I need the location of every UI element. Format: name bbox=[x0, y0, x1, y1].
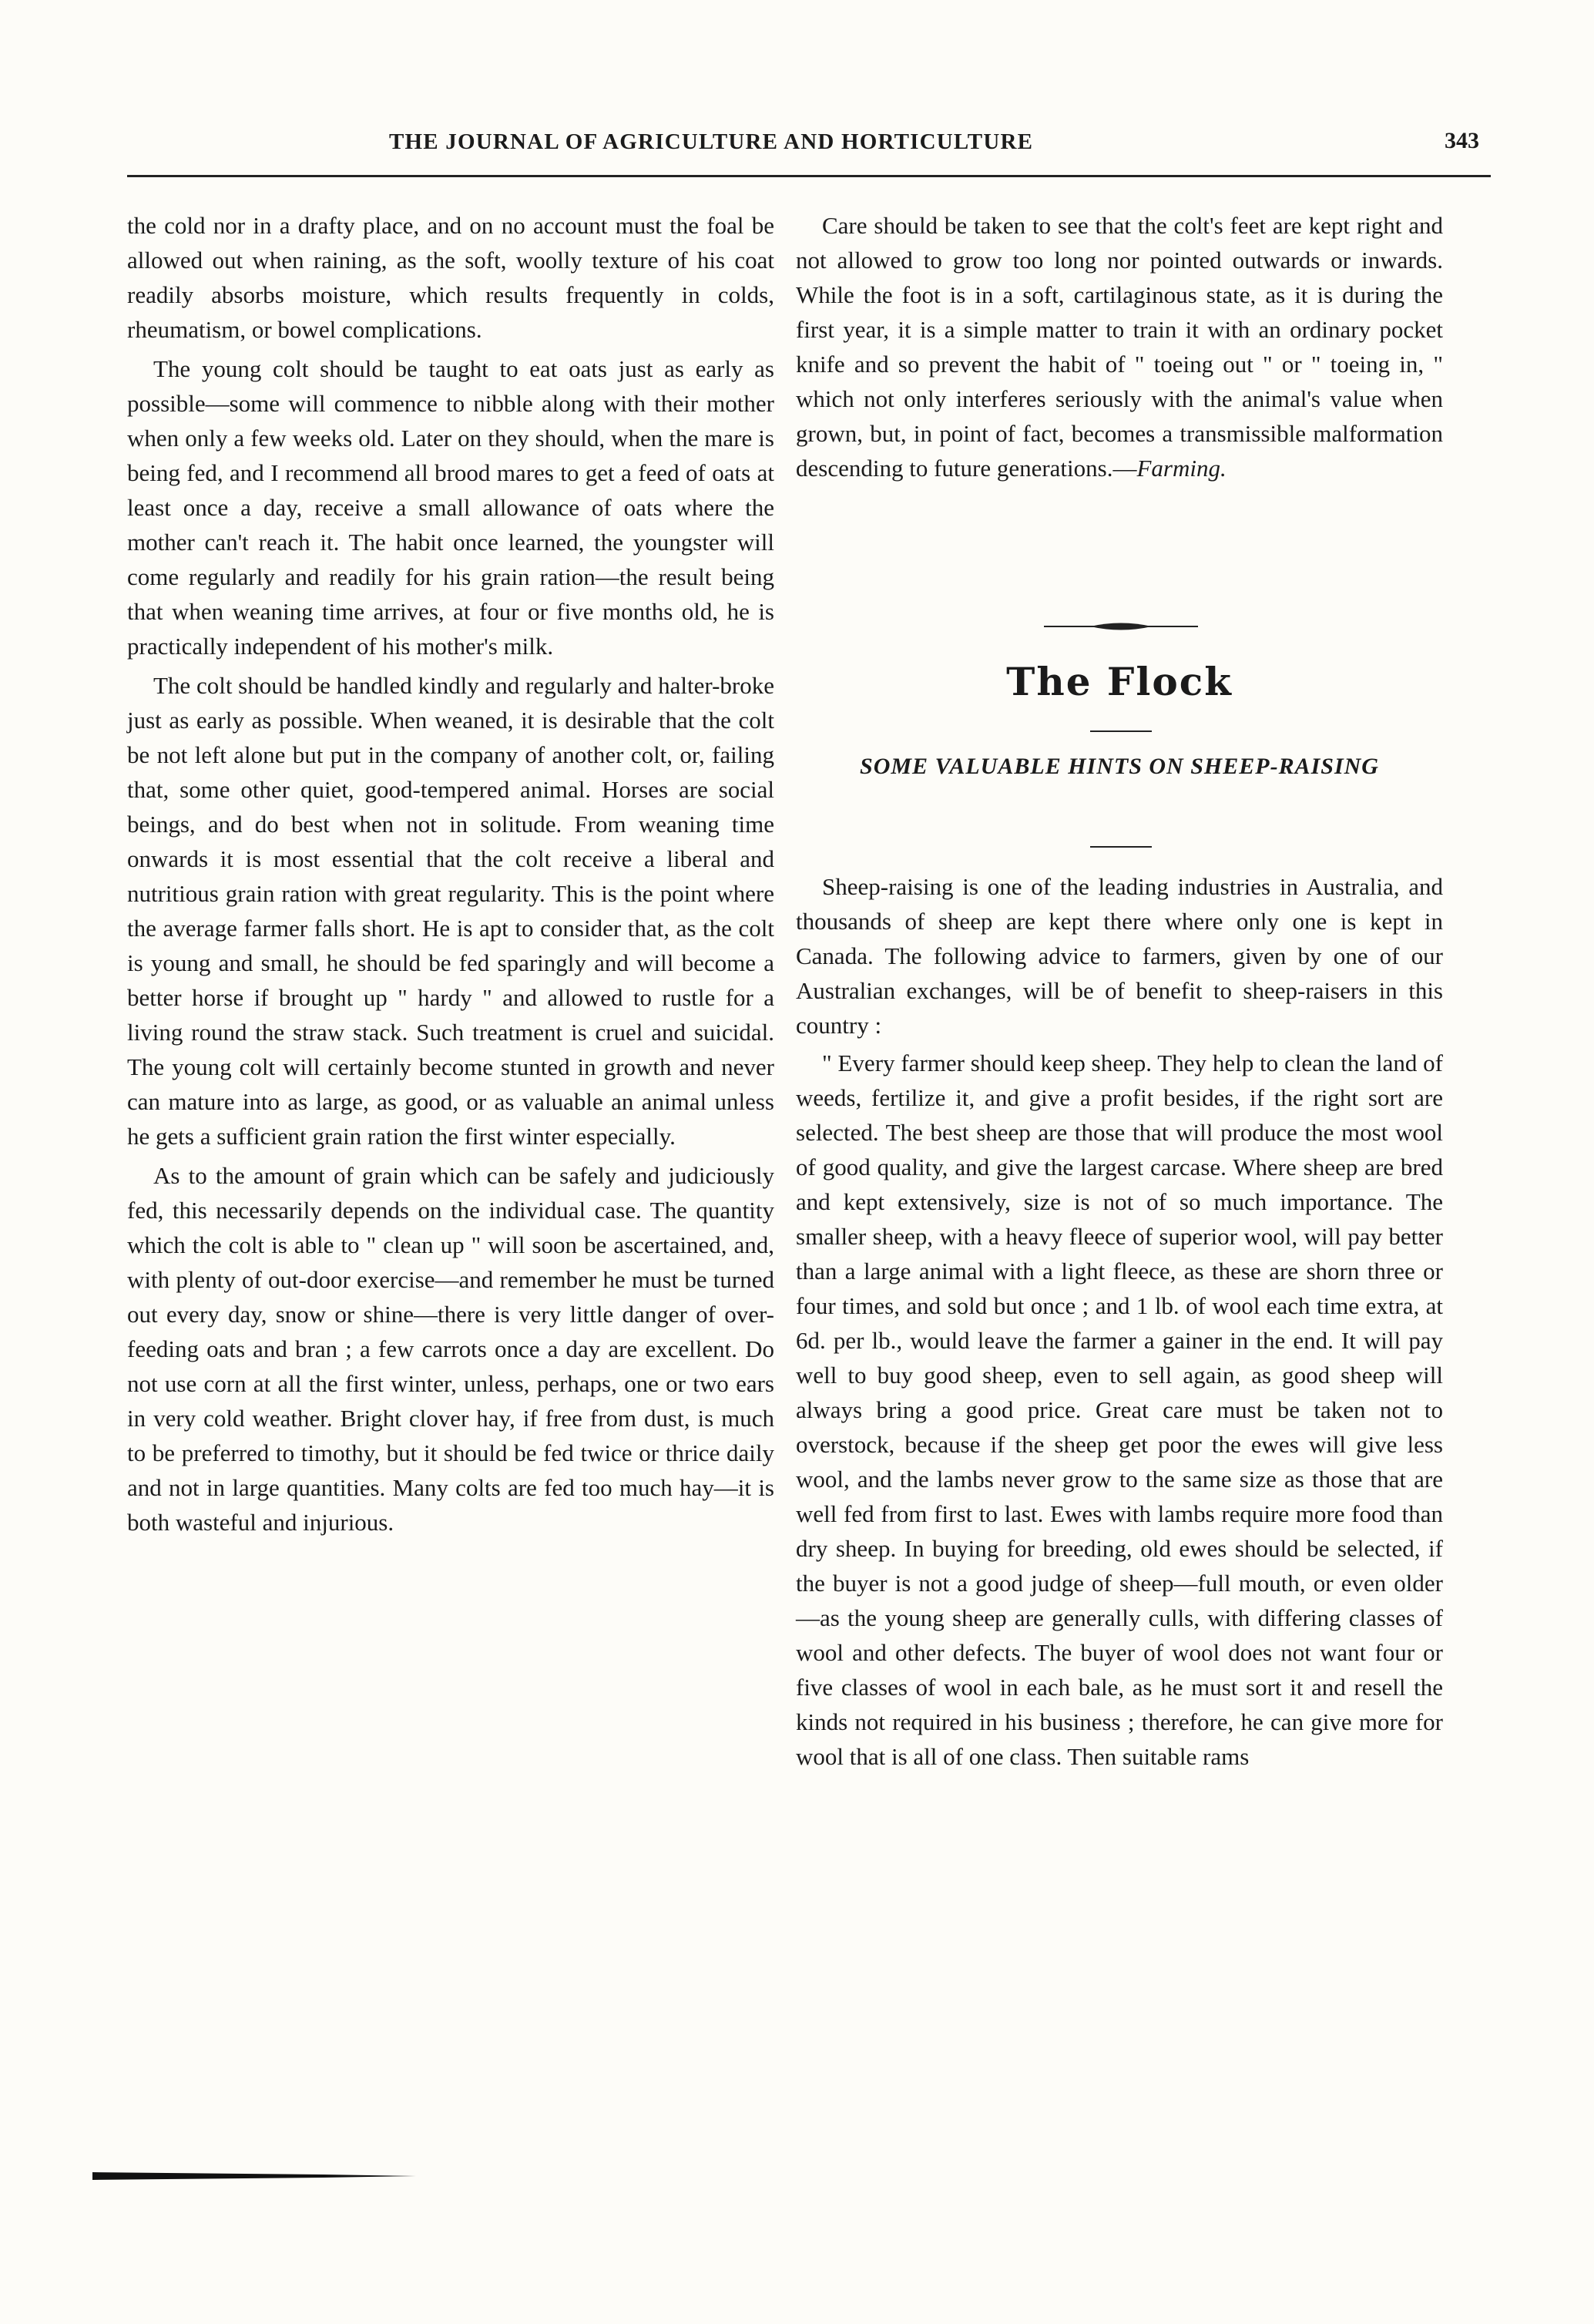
footer-mark bbox=[92, 2169, 416, 2183]
header-rule bbox=[127, 175, 1491, 177]
left-column bbox=[127, 208, 774, 1540]
section-title: The Flock bbox=[1006, 659, 1233, 704]
right-column-article bbox=[796, 869, 1443, 1774]
page-number: 343 bbox=[1445, 128, 1479, 153]
intro-source: Farming. bbox=[1136, 455, 1227, 482]
left-paragraph-4: As to the amount of grain which can be safely and judiciously fed, this necessarily depends on the individual case. The quantity which the colt is able to " clean up " will soon be ascertained, and, with plenty of out-door exercise—and remember he must be turned out every day, snow or shine—there is very little danger of over-feeding oats and bran ; a few carrots once a day are excellent. Do not use corn at all the first winter, unless, perhaps, one or two ears in very cold weather. Bright clover hay, if free from dust, is much to be preferred to timothy, but it should be fed twice or thrice daily and not in large quantities. Many colts are fed too much hay—it is both wasteful and injurious. bbox=[127, 1162, 774, 1536]
left-paragraph-3: The colt should be handled kindly and regularly and halter-broke just as early as possible. When weaned, it is desirable that the colt be not left alone but put in the company of another colt, or, failing that, some other quiet, good-tempered animal. Horses are social beings, and do best when not in solitude. From weaning time onwards it is most essential that the colt receive a liberal and nutritious grain ration with great regularity. This is the point where the average farmer falls short. He is apt to consider that, as the colt is young and small, he should be fed sparingly and will become a better horse if brought up " hardy " and allowed to rustle for a living round the straw stack. Such treatment is cruel and suicidal. The young colt will certainly become stunted in growth and never can mature into as large, as good, or as valuable an animal unless he gets a sufficient grain ration the first winter especially. bbox=[127, 672, 774, 1150]
running-head: THE JOURNAL OF AGRICULTURE AND HORTICULTURE bbox=[389, 129, 1034, 154]
right-paragraph-1: Sheep-raising is one of the leading industries in Australia, and thousands of sheep are kept there where only one is kept in Canada. The following advice to farmers, given by one of our Australian exchanges, will be of benefit to sheep-raisers in this country : bbox=[796, 873, 1443, 1039]
right-intro-paragraph bbox=[796, 208, 1443, 485]
right-paragraph-2: " Every farmer should keep sheep. They help to clean the land of weeds, fertilize it, and give a profit besides, if the right sort are selected. The best sheep are those that will produce the most wool of good quality, and give the largest carcase. Where sheep are bred and kept extensively, size is not of so much importance. The smaller sheep, with a heavy fleece of superior wool, will pay better than a large animal with a light fleece, as these are shorn three or four times, and sold but once ; and 1 lb. of wool each time extra, at 6d. per lb., would leave the farmer a gainer in the end. It will pay well to buy good sheep, even to sell again, as good sheep will always bring a good price. Great care must be taken not to overstock, because if the sheep get poor the ewes will give less wool, and the lambs never grow to the same size as those that are well fed from first to last. Ewes with lambs require more food than dry sheep. In buying for breeding, old ewes should be selected, if the buyer is not a good judge of sheep—full mouth, or even older—as the young sheep are generally culls, with differing classes of wool and other defects. The buyer of wool does not want four or five classes of wool in each bale, as he must sort it and resell the kinds not required in his business ; therefore, he can give more for wool that is all of one class. Then suitable rams bbox=[796, 1049, 1443, 1770]
intro-text: Care should be taken to see that the colt's feet are kept right and not allowed to grow too long nor pointed outwards or inwards. While the foot is in a soft, cartilaginous state, as it is during the first year, it is a simple matter to train it with an ordinary pocket knife and so prevent the habit of " toeing out " or " toeing in, " which not only interferes seriously with the animal's value when grown, but, in point of fact, becomes a transmissible malformation descending to future generations.— bbox=[796, 212, 1443, 482]
left-paragraph-2: The young colt should be taught to eat oats just as early as possible—some will commence to nibble along with their mother when only a few weeks old. Later on they should, when the mare is being fed, and I recommend all brood mares to get a feed of oats at least once a day, receive a small allowance of oats where the mother can't reach it. The habit once learned, the youngster will come regularly and readily for his grain ration—the result being that when weaning time arrives, at four or five months old, he is practically independent of his mother's milk. bbox=[127, 355, 774, 660]
section-ornament bbox=[1044, 621, 1198, 632]
right-column-intro bbox=[796, 208, 1443, 485]
article-title: SOME VALUABLE HINTS ON SHEEP-RAISING bbox=[860, 754, 1379, 779]
title-rule-top bbox=[1090, 730, 1152, 732]
title-rule-bottom bbox=[1090, 846, 1152, 848]
left-paragraph-1: the cold nor in a drafty place, and on no account must the foal be allowed out when raining, as the soft, woolly texture of his coat readily absorbs moisture, which results frequently in colds, rheumatism, or bowel complications. bbox=[127, 212, 774, 343]
